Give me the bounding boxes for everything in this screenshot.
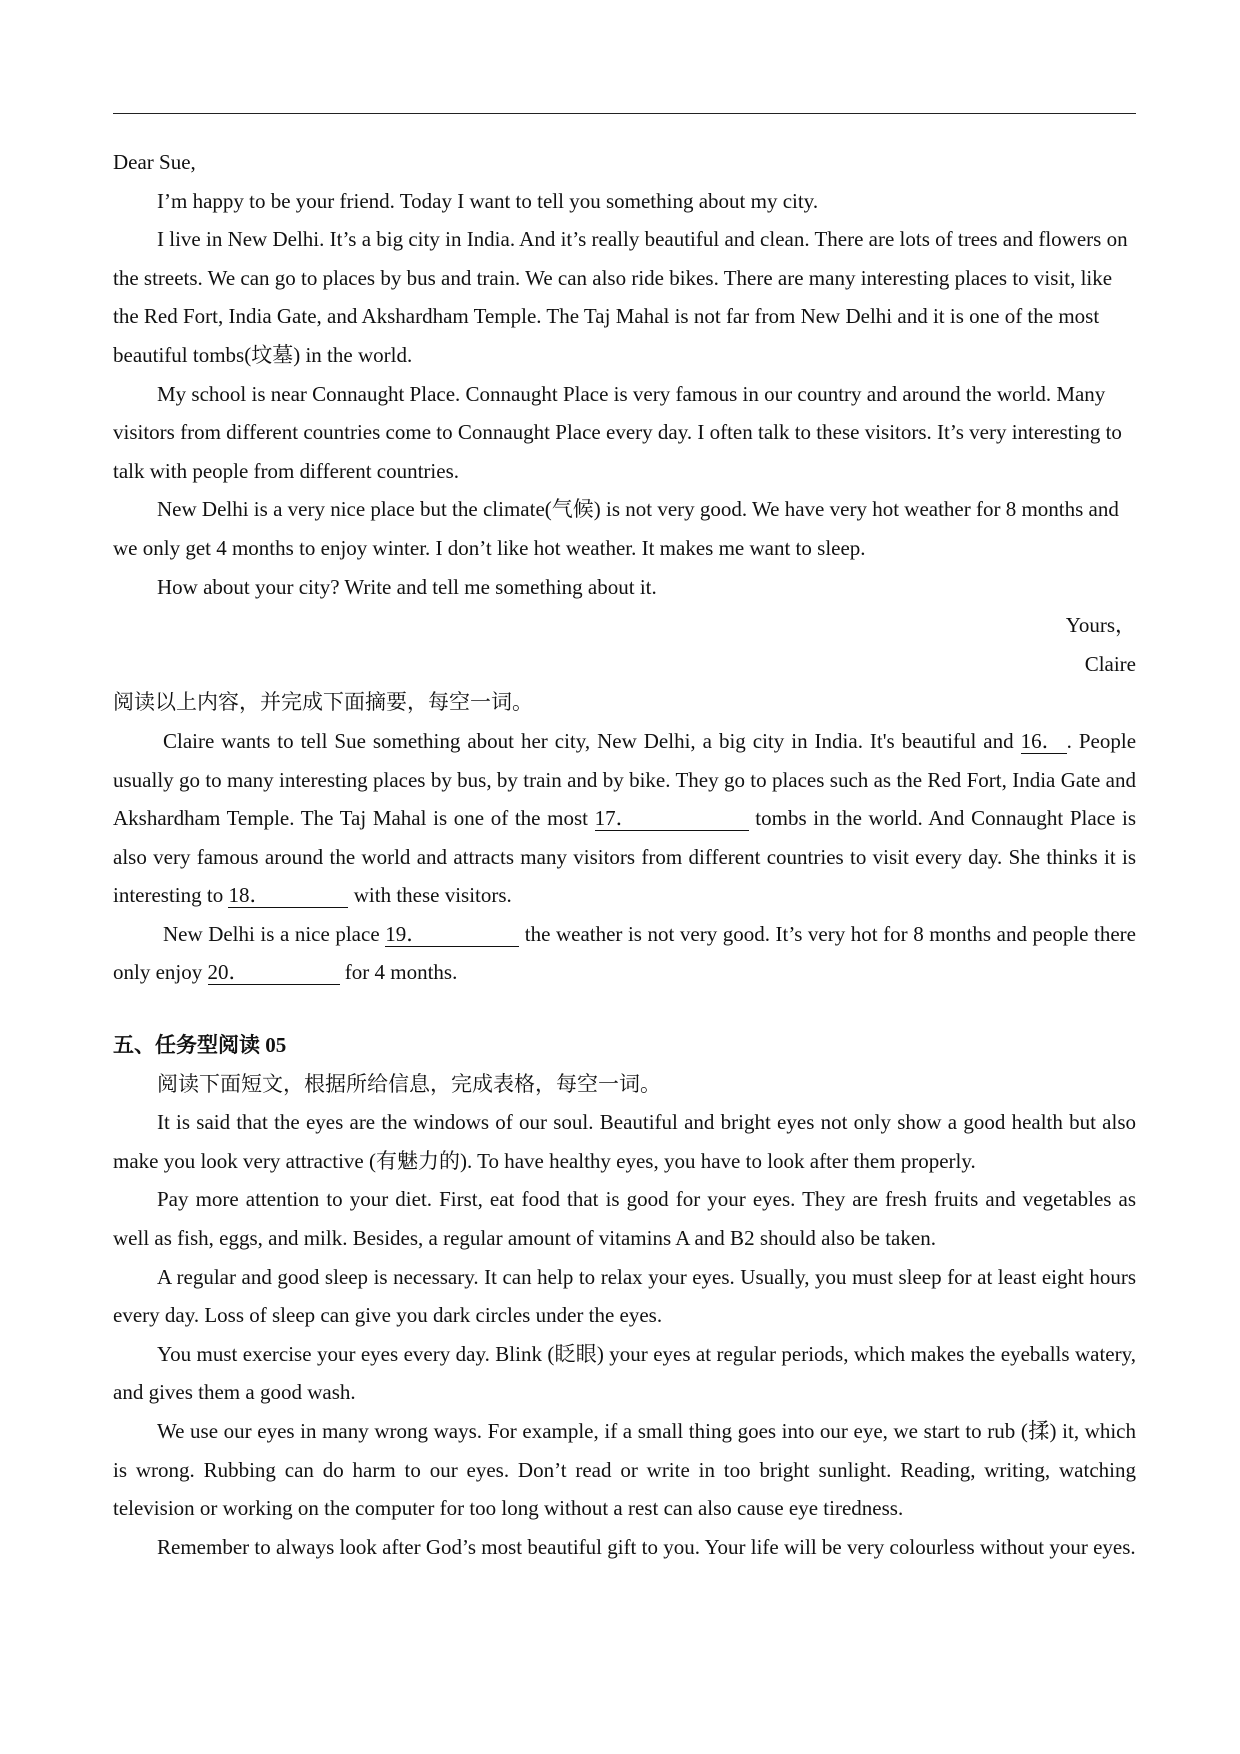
section-spacer <box>113 992 1136 1026</box>
passage-paragraph: Remember to always look after God’s most beautiful gift to you. Your life will be very colourless without your eyes. <box>157 1534 1136 1559</box>
document-content <box>113 143 1136 1566</box>
letter-paragraph: I live in New Delhi. It’s a big city in India. And it’s really beautiful and clean. There are lots of trees and flowers on the streets. We can go to places by bus and train. We can also ride bikes. There are many interesting places to visit, like the Red Fort, India Gate, and Akshardham Temple. The Taj Mahal is not far from New Delhi and it is one of the most beautiful tombs(坟墓) in the world. <box>113 227 1128 367</box>
letter-paragraph: My school is near Connaught Place. Connaught Place is very famous in our country and around the world. Many visitors from different countries come to Connaught Place every day. I often talk to these visitors. It’s very interesting to talk with people from different countries. <box>113 381 1122 483</box>
letter-paragraph: New Delhi is a very nice place but the climate(气候) is not very good. We have very hot weather for 8 months and we only get 4 months to enjoy winter. I don’t like hot weather. It makes me want to sleep. <box>113 497 1119 560</box>
answer-blank-19[interactable]: 19． <box>385 922 519 947</box>
answer-blank-20[interactable]: 20． <box>208 960 340 985</box>
passage-paragraph: We use our eyes in many wrong ways. For example, if a small thing goes into our eye, we start to rub (揉) it, which is wrong. Rubbing can do harm to our eyes. Don’t read or write in too bright sunlight. Reading, writing, watching television or working on the computer for too long without a rest can also cause eye tiredness. <box>113 1419 1136 1521</box>
letter-salutation: Dear Sue, <box>113 150 196 174</box>
summary-text: with these visitors. <box>353 883 512 908</box>
summary-instruction: 阅读以上内容，并完成下面摘要，每空一词。 <box>113 690 533 715</box>
section-number: 05 <box>265 1033 287 1058</box>
summary-text: Claire wants to tell Sue something about her city, New Delhi, a big city in India. It's beautiful and <box>163 728 1014 753</box>
summary-text: . People usually go to many interesting places by bus, by train and by bike. They go to places such as the Red Fort, India Gate and Akshardham Temple. The Taj Mahal is one of the most <box>113 728 1137 831</box>
summary-text: New Delhi is a nice place <box>163 921 380 946</box>
section-title-text: 五、任务型阅读 <box>113 1033 260 1058</box>
answer-blank-17[interactable]: 17． <box>595 806 749 831</box>
letter-paragraph: How about your city? Write and tell me something about it. <box>157 574 657 599</box>
section-instruction: 阅读下面短文，根据所给信息，完成表格，每空一词。 <box>157 1071 661 1096</box>
answer-blank-18[interactable]: 18． <box>228 883 348 908</box>
answer-blank-16[interactable]: 16． <box>1021 729 1067 754</box>
summary-text: the weather is not very good. It’s very hot for 8 months and people there only enjoy <box>113 921 1136 985</box>
summary-paragraph-2 <box>113 915 1136 992</box>
passage-paragraph: You must exercise your eyes every day. Blink (眨眼) your eyes at regular periods, which makes the eyeballs watery, and gives them a good wash. <box>113 1341 1136 1405</box>
section-title <box>113 1026 1136 1065</box>
summary-paragraph-1 <box>113 722 1136 915</box>
summary-text: tombs in the world. And Connaught Place is also very famous around the world and attracts many visitors from different countries to visit every day. She thinks it is interesting to <box>113 806 1136 908</box>
header-rule <box>113 113 1136 114</box>
passage-paragraph: A regular and good sleep is necessary. It can help to relax your eyes. Usually, you must sleep for at least eight hours every day. Loss of sleep can give you dark circles under the eyes. <box>113 1264 1136 1328</box>
summary-text: for 4 months. <box>344 960 458 985</box>
passage-paragraph: It is said that the eyes are the windows of our soul. Beautiful and bright eyes not only show a good health but also make you look very attractive (有魅力的). To have healthy eyes, you have to look after them properly. <box>113 1110 1136 1173</box>
letter-paragraph: I’m happy to be your friend. Today I want to tell you something about my city. <box>157 188 819 213</box>
letter-closing: Yours， <box>1065 613 1136 638</box>
passage-paragraph: Pay more attention to your diet. First, eat food that is good for your eyes. They are fresh fruits and vegetables as well as fish, eggs, and milk. Besides, a regular amount of vitamins A and B2 should also be taken. <box>113 1187 1136 1251</box>
letter-signature: Claire <box>1084 651 1136 676</box>
